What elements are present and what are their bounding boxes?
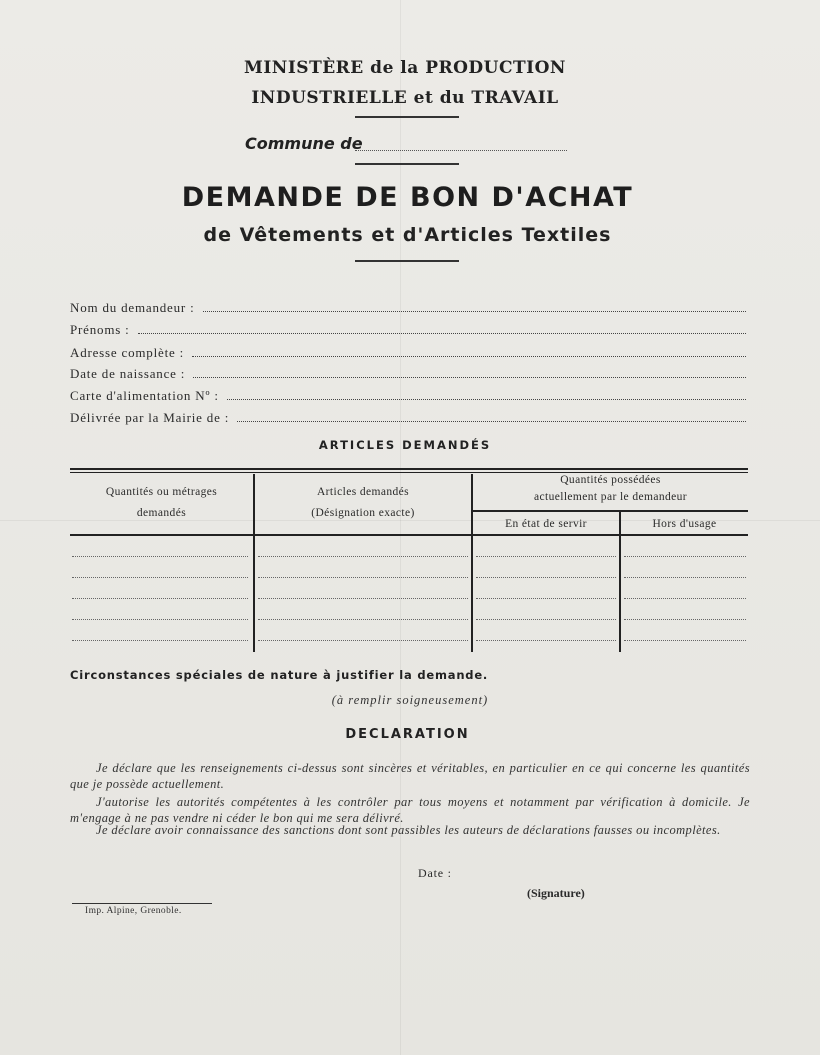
table-row[interactable] bbox=[476, 640, 616, 641]
field-prenoms[interactable] bbox=[70, 318, 746, 338]
ministry-heading bbox=[0, 53, 810, 113]
col-etat-servir-header: En état de servir bbox=[505, 518, 587, 530]
table-top-rule bbox=[70, 468, 748, 470]
table-row[interactable] bbox=[476, 598, 616, 599]
table-row[interactable] bbox=[72, 598, 248, 599]
table-row[interactable] bbox=[72, 640, 248, 641]
table-row[interactable] bbox=[476, 577, 616, 578]
table-row[interactable] bbox=[476, 619, 616, 620]
subheader-rule bbox=[473, 510, 748, 512]
field-label: Carte d'alimentation Nº : bbox=[70, 388, 219, 403]
dotted-line bbox=[192, 356, 746, 357]
field-label: Prénoms : bbox=[70, 322, 130, 337]
dotted-line bbox=[138, 333, 746, 334]
printer-credit: Imp. Alpine, Grenoble. bbox=[85, 906, 182, 916]
field-label: Nom du demandeur : bbox=[70, 300, 195, 315]
commune-field[interactable] bbox=[355, 150, 567, 151]
paragraph-text: J'autorise les autorités compétentes à les contrôler par tous moyens et notamment par vérification à domicile. Je m'engage à ne pas vendre ni céder le bon qui me sera délivré. bbox=[70, 795, 750, 825]
dotted-line bbox=[203, 311, 746, 312]
field-date-naissance[interactable] bbox=[70, 362, 746, 382]
dotted-line bbox=[237, 421, 746, 422]
signature-label: (Signature) bbox=[527, 886, 585, 900]
col-quantites-header bbox=[70, 482, 253, 524]
table-row[interactable] bbox=[72, 556, 248, 557]
field-mairie[interactable] bbox=[70, 406, 746, 426]
table-row[interactable] bbox=[72, 577, 248, 578]
form-subtitle: de Vêtements et d'Articles Textiles bbox=[203, 224, 612, 246]
field-label: Date de naissance : bbox=[70, 366, 186, 381]
table-row[interactable] bbox=[624, 619, 746, 620]
circumstances-label: Circonstances spéciales de nature à justifier la demande. bbox=[70, 668, 489, 682]
header-line: Articles demandés bbox=[316, 486, 410, 498]
table-row[interactable] bbox=[258, 640, 468, 641]
dotted-line bbox=[227, 399, 746, 400]
dotted-line bbox=[193, 377, 746, 378]
declaration-paragraph-3 bbox=[70, 822, 750, 838]
articles-table bbox=[70, 468, 748, 652]
ministry-line-1: MINISTÈRE de la PRODUCTION bbox=[244, 58, 566, 78]
field-nom[interactable] bbox=[70, 296, 746, 316]
table-row[interactable] bbox=[476, 556, 616, 557]
header-line: Quantités ou métrages bbox=[105, 486, 218, 498]
table-row[interactable] bbox=[258, 598, 468, 599]
field-label: Délivrée par la Mairie de : bbox=[70, 410, 230, 425]
header-line: actuellement par le demandeur bbox=[533, 491, 688, 503]
form-title: DEMANDE DE BON D'ACHAT bbox=[181, 182, 634, 213]
field-label: Adresse complète : bbox=[70, 345, 185, 360]
divider-rule bbox=[355, 116, 459, 118]
col-possedees-header bbox=[473, 472, 748, 506]
table-row[interactable] bbox=[624, 598, 746, 599]
table-row[interactable] bbox=[624, 577, 746, 578]
printer-rule bbox=[72, 903, 212, 904]
paragraph-text: Je déclare avoir connaissance des sanctions dont sont passibles les auteurs de déclarations fausses ou incomplètes. bbox=[96, 823, 721, 837]
col-articles-header bbox=[255, 482, 471, 524]
declaration-paragraph-1 bbox=[70, 760, 750, 792]
header-line: demandés bbox=[136, 507, 187, 519]
divider-rule bbox=[355, 163, 459, 165]
divider-rule bbox=[355, 260, 459, 262]
ministry-line-2: INDUSTRIELLE et du TRAVAIL bbox=[251, 88, 559, 108]
date-label: Date : bbox=[418, 866, 452, 880]
field-adresse[interactable] bbox=[70, 341, 746, 361]
header-bottom-rule bbox=[70, 534, 748, 536]
table-row[interactable] bbox=[72, 619, 248, 620]
field-carte-alimentation[interactable] bbox=[70, 384, 746, 404]
paragraph-text: Je déclare que les renseignements ci-dessus sont sincères et véritables, en particulier en ce qui concerne les quantités que je possède actuellement. bbox=[70, 761, 750, 791]
table-row[interactable] bbox=[258, 577, 468, 578]
table-row[interactable] bbox=[624, 556, 746, 557]
table-row[interactable] bbox=[258, 619, 468, 620]
header-line: (Désignation exacte) bbox=[311, 507, 415, 519]
header-line: Quantités possédées bbox=[560, 474, 661, 486]
table-row[interactable] bbox=[258, 556, 468, 557]
declaration-heading: DECLARATION bbox=[345, 727, 470, 742]
table-row[interactable] bbox=[624, 640, 746, 641]
fill-note: (à remplir soigneusement) bbox=[331, 693, 489, 707]
commune-label: Commune de bbox=[245, 134, 363, 153]
articles-heading: ARTICLES DEMANDÉS bbox=[318, 438, 492, 452]
col-hors-usage-header: Hors d'usage bbox=[652, 518, 717, 530]
